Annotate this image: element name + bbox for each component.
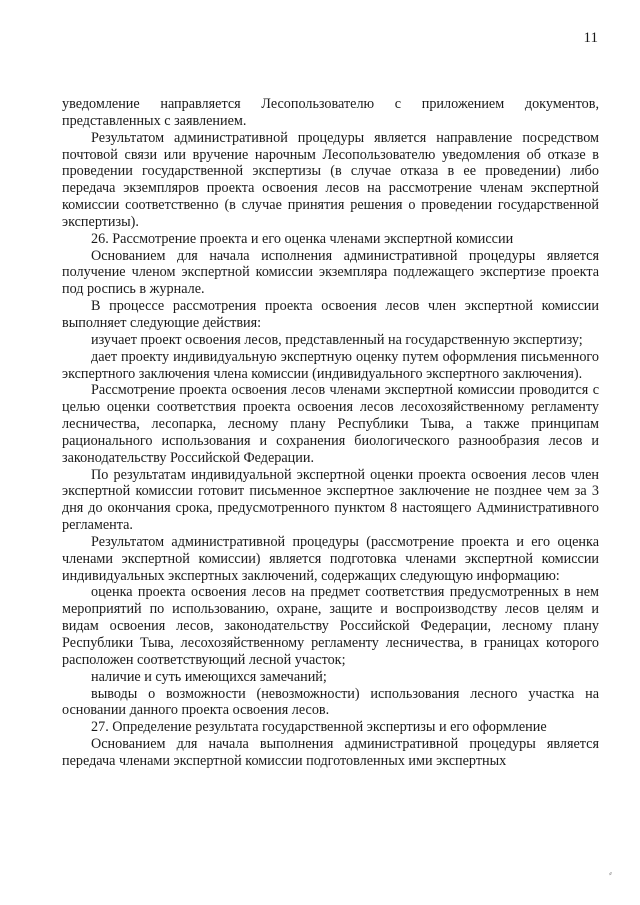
paragraph-result-26: Результатом административной процедуры (рассмотрение проекта и его оценка членами экспертной комиссии) является подготовка членами экспертной комиссии индивидуальных экспертных заключений, содержащих следующую информацию: [62,533,599,584]
paragraph-procedure-result: Результатом административной процедуры является направление посредством почтовой связи или вручение нарочным Лесопользователю уведомления об отказе в проведении государственной экспертизы (в случае отказа в ее проведении) либо передача экземпляров проекта освоения лесов на рассмотрение членам экспертной комиссии соответственно (в случае принятия решения о проведении государственной экспертизы). [62,129,599,230]
list-item-study-project: изучает проект освоения лесов, представленный на государственную экспертизу; [91,331,583,348]
body-text [62,96,599,770]
section-heading-26: 26. Рассмотрение проекта и его оценка членами экспертной комиссии [91,230,514,247]
section-heading-27: 27. Определение результата государственной экспертизы и его оформление [91,719,547,736]
list-item-conclusions: выводы о возможности (невозможности) использования лесного участка на основании данного проекта освоения лесов. [62,685,599,719]
list-item-remarks: наличие и суть имеющихся замечаний; [91,668,327,685]
list-item-compliance-assessment: оценка проекта освоения лесов на предмет соответствия предусмотренных в нем мероприятий по использованию, охране, защите и воспроизводству лесов целям и видам освоения лесов, законодательству Российской Федерации, лесному плану Республики Тыва, лесохозяйственному регламенту лесничества, в границах которого расположен соответствующий лесной участок; [62,584,599,668]
scan-mark-glyph: ⸗ [609,868,612,878]
paragraph-review-purpose: Рассмотрение проекта освоения лесов членами экспертной комиссии проводится с целью оценки соответствия проекта освоения лесов лесохозяйственному регламенту лесничества, лесопарка, лесному плану Республики Тыва, а также принципам рационального использования и сохранения биологического разнообразия лесов и законодательству Российской Федерации. [62,382,599,466]
page-number: 11 [583,30,598,46]
list-item-individual-assessment: дает проекту индивидуальную экспертную оценку путем оформления письменного экспертного заключения члена комиссии (индивидуального экспертного заключения). [62,348,599,382]
paragraph-notice-continuation: уведомление направляется Лесопользователю с приложением документов, представленных с заявлением. [62,96,599,129]
paragraph-basis-26: Основанием для начала исполнения административной процедуры является получение членом экспертной комиссии экземпляра подлежащего экспертизе проекта под роспись в журнале. [62,247,599,298]
paragraph-review-actions: В процессе рассмотрения проекта освоения лесов член экспертной комиссии выполняет следующие действия: [62,298,599,331]
paragraph-basis-27: Основанием для начала выполнения административной процедуры является передача членами экспертной комиссии подготовленных ими экспертных [62,736,599,769]
paragraph-individual-conclusion: По результатам индивидуальной экспертной оценки проекта освоения лесов член экспертной комиссии готовит письменное экспертное заключение не позднее чем за 3 дня до окончания срока, предусмотренного пунктом 8 настоящего Административного регламента. [62,466,599,534]
